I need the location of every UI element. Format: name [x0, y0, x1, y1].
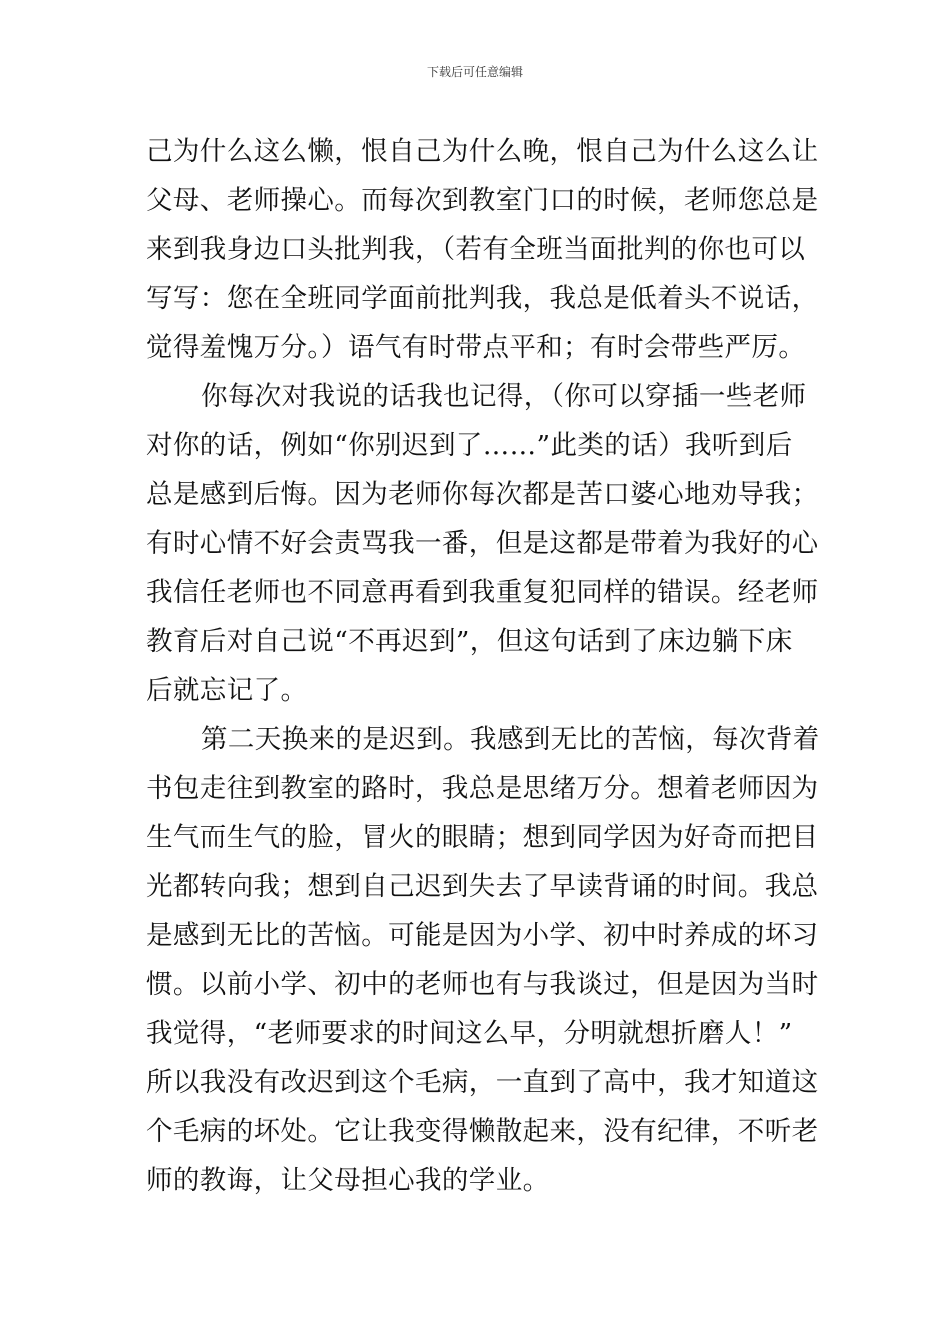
text-line: 个毛病的坏处。它让我变得懒散起来，没有纪律，不听老 — [146, 1116, 819, 1147]
text-line: 所以我没有改迟到这个毛病，一直到了高中，我才知道这 — [146, 1067, 819, 1098]
text-line: 我信任老师也不同意再看到我重复犯同样的错误。经老师 — [146, 577, 819, 608]
text-line: 你每次对我说的话我也记得，（你可以穿插一些老师 — [201, 381, 807, 412]
text-line: 父母、老师操心。而每次到教室门口的时候，老师您总是 — [146, 185, 819, 216]
text-line: 第二天换来的是迟到。我感到无比的苦恼，每次背着 — [201, 724, 820, 755]
paragraph-1 — [146, 127, 819, 372]
text-line: 是感到无比的苦恼。可能是因为小学、初中时养成的坏习 — [146, 920, 819, 951]
text-line: 对你的话，例如“你别迟到了……”此类的话）我听到后 — [146, 430, 793, 461]
text-line: 师的教诲，让父母担心我的学业。 — [146, 1165, 550, 1196]
text-line: 后就忘记了。 — [146, 675, 308, 706]
text-line: 己为什么这么懒，恨自己为什么晚，恨自己为什么这么让 — [146, 136, 819, 167]
paragraph-3 — [146, 715, 820, 1205]
paragraph-2 — [146, 372, 819, 715]
text-line: 觉得羞愧万分。）语气有时带点平和；有时会带些严厉。 — [146, 332, 806, 363]
text-line: 写写：您在全班同学面前批判我，我总是低着头不说话， — [146, 283, 819, 314]
text-line: 来到我身边口头批判我，（若有全班当面批判的你也可以 — [146, 234, 806, 265]
text-line: 光都转向我；想到自己迟到失去了早读背诵的时间。我总 — [146, 871, 819, 902]
text-line: 教育后对自己说“不再迟到”，但这句话到了床边躺下床 — [146, 626, 793, 657]
text-line: 生气而生气的脸，冒火的眼睛；想到同学因为好奇而把目 — [146, 822, 819, 853]
text-line: 总是感到后悔。因为老师你每次都是苦口婆心地劝导我； — [146, 479, 819, 510]
page-header: 下载后可任意编辑 — [426, 65, 523, 79]
text-line: 我觉得，“老师要求的时间这么早，分明就想折磨人！” — [146, 1018, 793, 1049]
document-body — [146, 127, 820, 1205]
text-line: 惯。以前小学、初中的老师也有与我谈过，但是因为当时 — [146, 969, 819, 1000]
text-line: 有时心情不好会责骂我一番，但是这都是带着为我好的心 — [146, 528, 819, 559]
text-line: 书包走往到教室的路时，我总是思绪万分。想着老师因为 — [146, 773, 819, 804]
